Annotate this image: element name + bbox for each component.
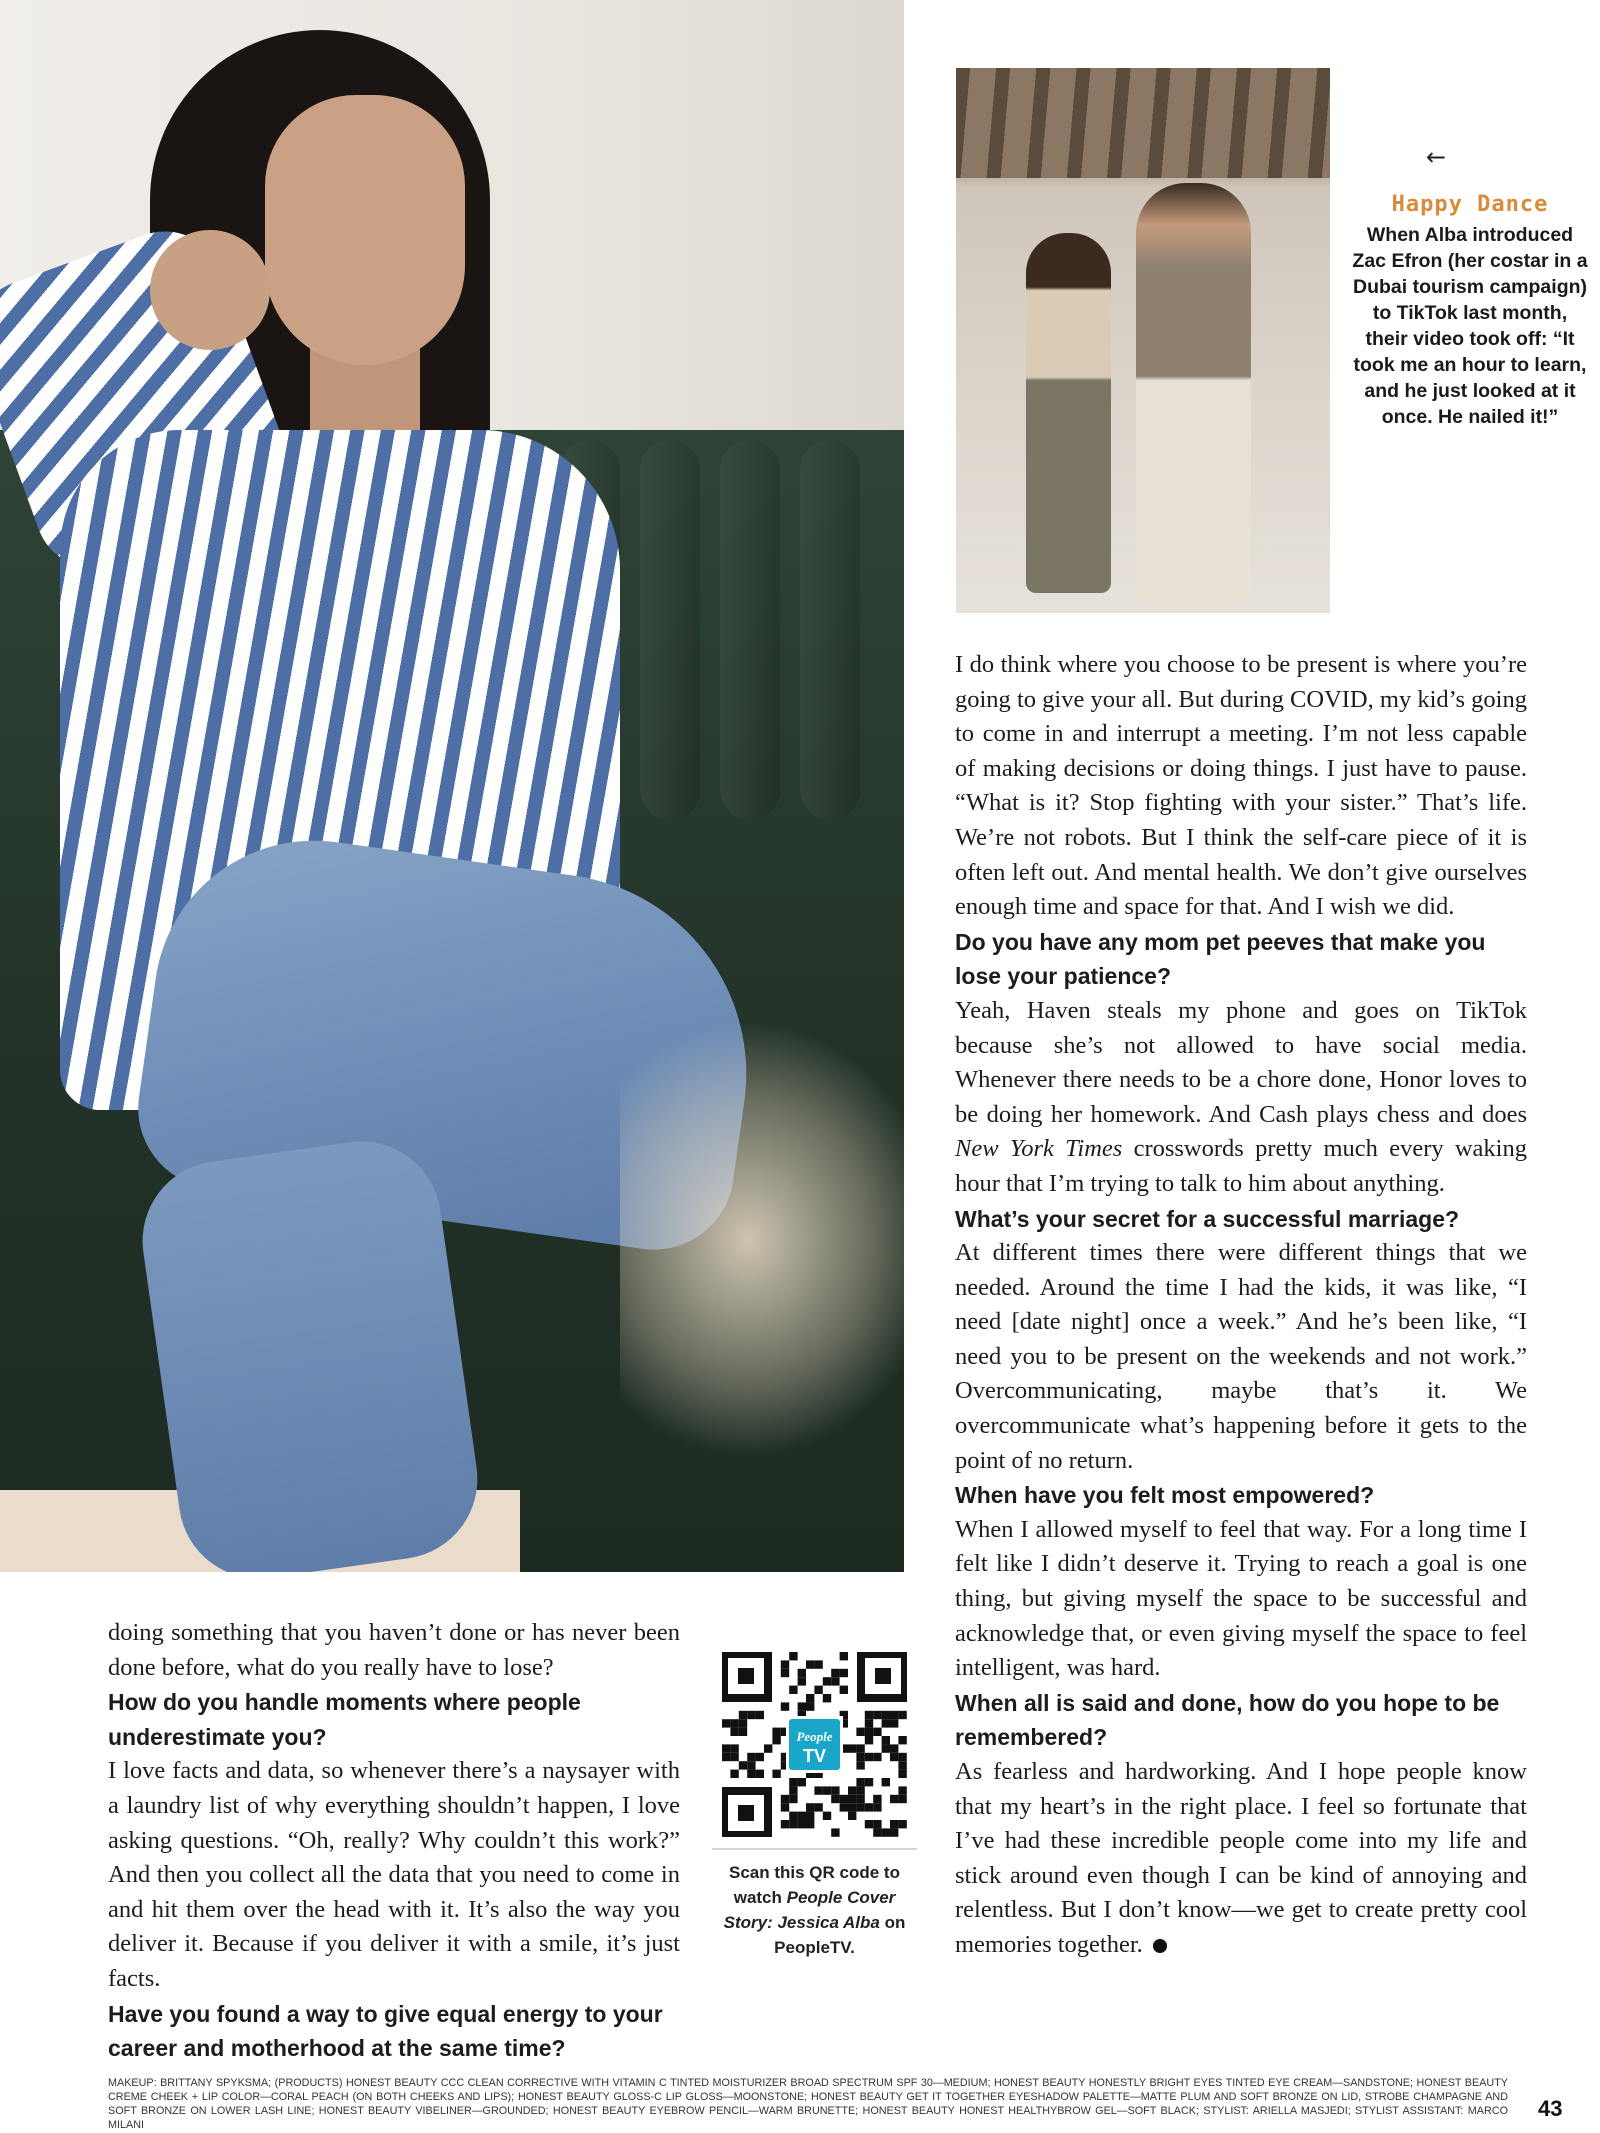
- qr-module: [865, 1820, 873, 1828]
- qr-module: [722, 1744, 730, 1752]
- qr-module: [848, 1786, 856, 1794]
- qr-module: [756, 1770, 764, 1778]
- qr-module: [764, 1744, 772, 1752]
- qr-module: [890, 1744, 898, 1752]
- qr-module: [823, 1786, 831, 1794]
- question: Have you found a way to give equal energy to your career and motherhood at the same time?: [108, 2000, 663, 2062]
- qr-module: [890, 1719, 898, 1727]
- qr-module: [789, 1686, 797, 1694]
- qr-module: [730, 1744, 738, 1752]
- qr-module: [873, 1795, 881, 1803]
- qr-module: [865, 1778, 873, 1786]
- qr-module: [823, 1694, 831, 1702]
- qr-module: [722, 1719, 730, 1727]
- qr-module: [831, 1828, 839, 1836]
- caption-title: Happy Dance: [1391, 192, 1549, 217]
- photo-pampas-grass: [620, 1020, 904, 1460]
- qr-module: [722, 1753, 730, 1761]
- qr-module: [789, 1778, 797, 1786]
- qr-module: [747, 1711, 755, 1719]
- question: When have you felt most empowered?: [955, 1482, 1375, 1509]
- qr-module: [898, 1786, 906, 1794]
- qr-module: [823, 1812, 831, 1820]
- photo-face: [265, 95, 465, 365]
- qr-module: [873, 1753, 881, 1761]
- qr-module: [739, 1728, 747, 1736]
- left-text-column: [108, 1616, 680, 2066]
- qr-module: [772, 1736, 780, 1744]
- qr-module: [781, 1795, 789, 1803]
- qr-module: [873, 1728, 881, 1736]
- qr-module: [781, 1660, 789, 1668]
- qr-module: [898, 1711, 906, 1719]
- qr-code-block[interactable]: [712, 1638, 917, 1848]
- qr-module: [856, 1761, 864, 1769]
- qr-module: [865, 1753, 873, 1761]
- inset-ceiling-beams: [956, 68, 1330, 178]
- question: What’s your secret for a successful marriage?: [955, 1205, 1460, 1232]
- qr-module: [747, 1770, 755, 1778]
- qr-module: [756, 1753, 764, 1761]
- qr-module: [848, 1803, 856, 1811]
- qr-module: [772, 1770, 780, 1778]
- qr-module: [890, 1795, 898, 1803]
- qr-module: [806, 1820, 814, 1828]
- qr-module: [781, 1803, 789, 1811]
- qr-module: [798, 1702, 806, 1710]
- qr-module: [756, 1711, 764, 1719]
- qr-module: [781, 1702, 789, 1710]
- qr-module: [831, 1677, 839, 1685]
- qr-caption: Scan this QR code to watch People Cover Story: Jessica Alba on PeopleTV.: [723, 1863, 906, 1957]
- qr-module: [898, 1770, 906, 1778]
- qr-module: [798, 1820, 806, 1828]
- qr-module: [856, 1778, 864, 1786]
- qr-module: [806, 1803, 814, 1811]
- caption-arrow-icon: ←: [1426, 143, 1447, 171]
- qr-module: [890, 1753, 898, 1761]
- photo-hand: [150, 230, 270, 350]
- qr-module: [865, 1711, 873, 1719]
- qr-module: [840, 1686, 848, 1694]
- qr-module: [848, 1812, 856, 1820]
- right-text-column: [955, 648, 1527, 1963]
- qr-module: [848, 1795, 856, 1803]
- qr-module: [739, 1719, 747, 1727]
- qr-module: [806, 1660, 814, 1668]
- photo-lower-leg: [132, 1131, 488, 1572]
- qr-module: [789, 1652, 797, 1660]
- qr-module: [873, 1711, 881, 1719]
- qr-module: [823, 1677, 831, 1685]
- paragraph: At different times there were different things that we needed. Around the time I had the kids, it was like, “I need [date night] once a week.” And he’s been like, “I need you to be present on the weekends and not work.” Overcommunicating, maybe that’s it. We overcommunicate what’s happening before it gets to the point of no return.: [955, 1239, 1527, 1474]
- qr-module: [798, 1812, 806, 1820]
- inset-person-right: [1136, 183, 1251, 603]
- qr-module: [781, 1669, 789, 1677]
- qr-module: [789, 1812, 797, 1820]
- qr-module: [873, 1820, 881, 1828]
- question: How do you handle moments where people underestimate you?: [108, 1689, 581, 1750]
- sofa-channel: [800, 440, 860, 820]
- paragraph: I love facts and data, so whenever there’s a naysayer with a laundry list of why everything shouldn’t happen, I love asking questions. “Oh, really? Why couldn’t this work?” And then you collect all the data that you need to come in and hit them over the head with it. It’s also the way you deliver it. Because if you deliver it with a smile, it’s just facts.: [108, 1757, 680, 1992]
- qr-module: [840, 1652, 848, 1660]
- paragraph: When I allowed myself to feel that way. For a long time I felt like I didn’t deserve it. Trying to reach a goal is one thing, but giving myself the space to be successful and acknowledge that, or even giving myself the space to feel intelligent, was hard.: [955, 1515, 1527, 1682]
- qr-module: [840, 1795, 848, 1803]
- qr-divider: [712, 1848, 917, 1850]
- qr-module: [882, 1719, 890, 1727]
- qr-module: [831, 1786, 839, 1794]
- qr-module: [856, 1803, 864, 1811]
- inset-person-left: [1026, 233, 1111, 593]
- qr-module: [873, 1828, 881, 1836]
- qr-module: [865, 1736, 873, 1744]
- qr-module: [890, 1711, 898, 1719]
- qr-module: [747, 1761, 755, 1769]
- qr-module: [730, 1728, 738, 1736]
- qr-module: [898, 1761, 906, 1769]
- qr-module: [840, 1803, 848, 1811]
- qr-module: [730, 1753, 738, 1761]
- qr-module: [831, 1669, 839, 1677]
- badge-text-tv: TV: [802, 1746, 827, 1766]
- qr-module: [890, 1828, 898, 1836]
- qr-module: [890, 1820, 898, 1828]
- qr-module: [789, 1795, 797, 1803]
- qr-module: [882, 1744, 890, 1752]
- qr-module: [865, 1719, 873, 1727]
- caption-body: When Alba introduced Zac Efron (her costar in a Dubai tourism campaign) to TikTok last month, their video took off: “It took me an hour to learn, and he just looked at it once. He nailed it!”: [1352, 224, 1588, 428]
- main-photo: [0, 0, 904, 1572]
- qr-module: [873, 1803, 881, 1811]
- badge-text-people: People: [796, 1729, 833, 1744]
- qr-module: [747, 1753, 755, 1761]
- qr-module: [781, 1820, 789, 1828]
- qr-module: [806, 1694, 814, 1702]
- qr-module: [856, 1744, 864, 1752]
- qr-module: [856, 1728, 864, 1736]
- paragraph: doing something that you haven’t done or has never been done before, what do you really have to lose?: [108, 1619, 680, 1681]
- paragraph: I do think where you choose to be present is where you’re going to give your all. But during COVID, my kid’s going to come in and interrupt a meeting. I’m not less capable of making decisions or doing things. I just have to pause. “What is it? Stop fighting with your sister.” That’s life. We’re not robots. But I think the self-care piece of it is often left out. And mental health. We don’t give ourselves enough time and space for that. And I wish we did.: [955, 651, 1527, 921]
- qr-module: [856, 1795, 864, 1803]
- end-mark-icon: [1153, 1939, 1167, 1953]
- page-number: 43: [1538, 2096, 1563, 2121]
- qr-module: [806, 1702, 814, 1710]
- qr-module: [882, 1711, 890, 1719]
- qr-module: [856, 1786, 864, 1794]
- qr-module: [814, 1803, 822, 1811]
- paragraph: Yeah, Haven steals my phone and goes on TikTok because she’s not allowed to have social media. Whenever there needs to be a chore done, Honor loves to be doing her homework. And Cash plays chess and does New York Times crosswords pretty much every waking hour that I’m trying to talk to him about anything.: [955, 996, 1527, 1197]
- sofa-channel: [640, 440, 700, 820]
- qr-module: [739, 1711, 747, 1719]
- qr-module: [898, 1795, 906, 1803]
- italic-title: New York Times: [955, 1135, 1123, 1163]
- qr-module: [814, 1660, 822, 1668]
- qr-module: [789, 1786, 797, 1794]
- photo-credits: MAKEUP: BRITTANY SPYKSMA; (PRODUCTS) HONEST BEAUTY CCC CLEAN CORRECTIVE WITH VITAMIN C TINTED MOISTURIZER BROAD SPECTRUM SPF 30—MEDIUM; HONEST BEAUTY HONESTLY BRIGHT EYES TINTED EYE CREAM—SANDSTONE; HONEST BEAUTY CREME CHEEK + LIP COLOR—CORAL PEACH (ON BOTH CHEEKS AND LIPS); HONEST BEAUTY GLOSS-C LIP GLOSS—MOONSTONE; HONEST BEAUTY GET IT TOGETHER EYESHADOW PALETTE—MATTE PLUM AND SOFT BRONZE ON LID, STROBE CHAMPAGNE AND SOFT BRONZE ON LOWER LASH LINE; HONEST BEAUTY VIBELINER—GROUNDED; HONEST BEAUTY EYEBROW PENCIL—WARM BRUNETTE; HONEST BEAUTY HONEST HEALTHYBROW GEL—SOFT BLACK; STYLIST: ARIELLA MASJEDI; STYLIST ASSISTANT: MARCO MILANI: [108, 2077, 1508, 2131]
- qr-module: [814, 1686, 822, 1694]
- qr-module: [898, 1820, 906, 1828]
- qr-module: [730, 1719, 738, 1727]
- qr-module: [865, 1728, 873, 1736]
- qr-module: [882, 1736, 890, 1744]
- qr-module: [739, 1761, 747, 1769]
- qr-module: [898, 1736, 906, 1744]
- qr-module: [840, 1669, 848, 1677]
- qr-module: [848, 1744, 856, 1752]
- qr-module: [831, 1795, 839, 1803]
- qr-module: [882, 1828, 890, 1836]
- qr-module: [806, 1812, 814, 1820]
- qr-module: [865, 1803, 873, 1811]
- qr-module: [730, 1770, 738, 1778]
- qr-code-icon[interactable]: [722, 1652, 907, 1837]
- inset-photo: [956, 68, 1330, 613]
- qr-module: [856, 1753, 864, 1761]
- qr-module: [898, 1753, 906, 1761]
- question: Do you have any mom pet peeves that make you lose your patience?: [955, 928, 1486, 990]
- qr-module: [789, 1820, 797, 1828]
- qr-module: [798, 1677, 806, 1685]
- qr-module: [798, 1669, 806, 1677]
- qr-module: [882, 1778, 890, 1786]
- question: When all is said and done, how do you hope to be remembered?: [955, 1689, 1500, 1751]
- qr-module: [798, 1778, 806, 1786]
- qr-module: [772, 1728, 780, 1736]
- qr-module: [814, 1786, 822, 1794]
- sofa-channel: [720, 440, 780, 820]
- paragraph: As fearless and hardworking. And I hope people know that my heart’s in the right place. I feel so fortunate that I’ve had these incredible people come into my life and stick around even though I can be kind of annoying and relentless. But I don’t know—we get to create pretty cool memories together.: [955, 1758, 1527, 1958]
